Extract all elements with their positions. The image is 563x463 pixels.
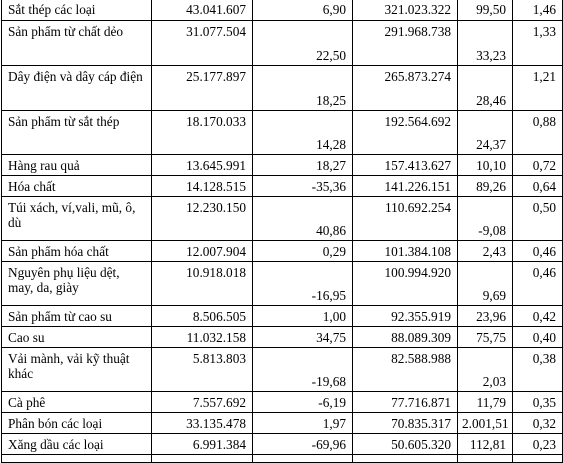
- share-percent-cell: [513, 66, 563, 111]
- product-name-cell: Sản phẩm từ sắt thép: [2, 111, 152, 155]
- month-change-cell: [253, 21, 353, 66]
- share-percent-cell: [513, 241, 563, 262]
- cumulative-change-cell: [458, 327, 513, 348]
- cumulative-value-cell: [353, 262, 458, 306]
- cumulative-change-text: 11,79: [476, 395, 506, 410]
- month-change-text: 1,00: [322, 309, 346, 324]
- month-change-cell: [253, 306, 353, 327]
- share-percent-text: 0,32: [532, 416, 556, 431]
- share-percent-cell: [513, 348, 563, 392]
- cumulative-value-text: 110.692.254: [385, 200, 451, 215]
- month-change-cell: [253, 66, 353, 111]
- cumulative-change-cell: [458, 0, 513, 21]
- clipped-cell: [152, 455, 253, 463]
- month-value-text: 12.007.904: [186, 244, 246, 259]
- cumulative-change-text: 33,23: [476, 48, 506, 63]
- cumulative-value-text: 77.716.871: [391, 395, 451, 410]
- cumulative-value-cell: [353, 197, 458, 241]
- share-percent-text: 0,23: [532, 437, 556, 452]
- month-value-text: 25.177.897: [186, 69, 246, 84]
- cumulative-change-cell: [458, 392, 513, 413]
- product-name-cell: Cà phê: [2, 392, 152, 413]
- share-percent-text: 0,72: [532, 158, 556, 173]
- share-percent-cell: [513, 262, 563, 306]
- product-name-cell: Dây điện và dây cáp điện: [2, 66, 152, 111]
- month-change-cell: [253, 155, 353, 176]
- cumulative-change-text: -9,08: [478, 223, 506, 238]
- month-value-cell: [152, 0, 253, 21]
- cumulative-value-text: 321.023.322: [384, 2, 451, 17]
- table-row: [2, 262, 563, 306]
- cumulative-value-cell: [353, 155, 458, 176]
- clipped-table-row: [2, 455, 563, 463]
- month-change-cell: [253, 413, 353, 434]
- product-name-cell: Nguyên phụ liệu dệt, may, da, giày: [2, 262, 152, 306]
- month-change-text: 40,86: [316, 223, 346, 238]
- cumulative-change-text: 89,26: [476, 179, 506, 194]
- product-name-cell: Sản phẩm từ chất dẻo: [2, 21, 152, 66]
- share-percent-cell: [513, 21, 563, 66]
- month-value-cell: [152, 111, 253, 155]
- share-percent-cell: [513, 176, 563, 197]
- cumulative-value-cell: [353, 241, 458, 262]
- cumulative-value-text: 70.835.317: [391, 416, 451, 431]
- cumulative-value-cell: [353, 306, 458, 327]
- product-name-cell: Phân bón các loại: [2, 413, 152, 434]
- month-value-text: 18.170.033: [186, 114, 246, 129]
- cumulative-change-cell: [458, 306, 513, 327]
- cumulative-change-cell: [458, 66, 513, 111]
- month-value-text: 43.041.607: [186, 2, 246, 17]
- share-percent-cell: [513, 155, 563, 176]
- share-percent-text: 0,88: [532, 114, 556, 129]
- share-percent-text: 0,46: [532, 265, 556, 280]
- table-row: [2, 155, 563, 176]
- cumulative-change-cell: [458, 241, 513, 262]
- cumulative-value-text: 50.605.320: [391, 437, 451, 452]
- import-data-table: [1, 0, 563, 463]
- cumulative-value-cell: [353, 66, 458, 111]
- month-value-text: 31.077.504: [186, 24, 246, 39]
- month-value-text: 13.645.991: [186, 158, 246, 173]
- cumulative-value-cell: [353, 111, 458, 155]
- cumulative-value-cell: [353, 176, 458, 197]
- month-change-text: 1,97: [322, 416, 346, 431]
- month-value-cell: [152, 155, 253, 176]
- table-body: [2, 0, 563, 463]
- product-name-cell: Túi xách, ví,vali, mũ, ô, dù: [2, 197, 152, 241]
- share-percent-text: 0,35: [532, 395, 556, 410]
- cumulative-change-cell: [458, 348, 513, 392]
- month-change-text: 6,90: [322, 2, 346, 17]
- month-value-cell: [152, 434, 253, 455]
- product-name-cell: Xăng dầu các loại: [2, 434, 152, 455]
- cumulative-value-text: 100.994.920: [384, 265, 451, 280]
- share-percent-text: 0,40: [532, 330, 556, 345]
- table-row: [2, 241, 563, 262]
- clipped-cell: [353, 455, 458, 463]
- clipped-cell: [253, 455, 353, 463]
- product-name-cell: Sản phẩm từ cao su: [2, 306, 152, 327]
- month-value-cell: [152, 21, 253, 66]
- month-value-cell: [152, 262, 253, 306]
- share-percent-text: 0,46: [532, 244, 556, 259]
- table-row: [2, 21, 563, 66]
- cumulative-change-text: 10,10: [476, 158, 506, 173]
- month-value-cell: [152, 348, 253, 392]
- cumulative-value-text: 192.564.692: [384, 114, 451, 129]
- month-value-text: 8.506.505: [192, 309, 246, 324]
- share-percent-text: 0,42: [532, 309, 556, 324]
- month-value-cell: [152, 241, 253, 262]
- month-change-cell: [253, 176, 353, 197]
- cumulative-value-cell: [353, 434, 458, 455]
- cumulative-change-cell: [458, 21, 513, 66]
- month-value-cell: [152, 176, 253, 197]
- cumulative-change-text: 75,75: [476, 330, 506, 345]
- share-percent-text: 1,33: [532, 24, 556, 39]
- cumulative-value-text: 141.226.151: [384, 179, 451, 194]
- month-change-cell: [253, 111, 353, 155]
- share-percent-cell: [513, 197, 563, 241]
- cumulative-value-text: 92.355.919: [391, 309, 451, 324]
- cumulative-change-text: 2,43: [482, 244, 506, 259]
- month-change-cell: [253, 197, 353, 241]
- table-row: [2, 176, 563, 197]
- month-change-cell: [253, 0, 353, 21]
- cumulative-change-cell: [458, 111, 513, 155]
- share-percent-text: 0,38: [532, 351, 556, 366]
- cumulative-value-text: 82.588.988: [391, 351, 451, 366]
- cumulative-change-text: 28,46: [476, 93, 506, 108]
- table-row: [2, 348, 563, 392]
- month-value-text: 6.991.384: [192, 437, 246, 452]
- share-percent-text: 0,64: [532, 179, 556, 194]
- cumulative-change-text: 99,50: [476, 2, 506, 17]
- share-percent-text: 1,21: [532, 69, 556, 84]
- month-change-text: 0,29: [322, 244, 346, 259]
- month-value-text: 33.135.478: [186, 416, 246, 431]
- share-percent-cell: [513, 413, 563, 434]
- cumulative-value-text: 265.873.274: [384, 69, 451, 84]
- table-row: [2, 66, 563, 111]
- share-percent-cell: [513, 327, 563, 348]
- cumulative-change-cell: [458, 262, 513, 306]
- cumulative-change-text: 23,96: [476, 309, 506, 324]
- month-change-cell: [253, 392, 353, 413]
- month-change-cell: [253, 434, 353, 455]
- cumulative-change-cell: [458, 197, 513, 241]
- cumulative-value-cell: [353, 392, 458, 413]
- month-change-text: 18,27: [316, 158, 346, 173]
- share-percent-cell: [513, 306, 563, 327]
- cumulative-change-text: 2,03: [482, 374, 506, 389]
- product-name-cell: Hóa chất: [2, 176, 152, 197]
- table-row: [2, 434, 563, 455]
- month-value-text: 7.557.692: [192, 395, 246, 410]
- product-name-cell: Sản phẩm hóa chất: [2, 241, 152, 262]
- month-change-cell: [253, 348, 353, 392]
- share-percent-cell: [513, 392, 563, 413]
- month-change-text: 34,75: [316, 330, 346, 345]
- table-row: [2, 327, 563, 348]
- cumulative-value-cell: [353, 348, 458, 392]
- cumulative-change-text: 9,69: [482, 288, 506, 303]
- month-value-cell: [152, 66, 253, 111]
- clipped-cell: [458, 455, 513, 463]
- cumulative-value-text: 88.089.309: [391, 330, 451, 345]
- cumulative-change-text: 112,81: [469, 437, 506, 452]
- month-value-cell: [152, 197, 253, 241]
- month-change-text: 14,28: [316, 137, 346, 152]
- cumulative-value-text: 101.384.108: [384, 244, 451, 259]
- product-name-cell: Cao su: [2, 327, 152, 348]
- month-value-text: 11.032.158: [186, 330, 246, 345]
- month-change-cell: [253, 241, 353, 262]
- table-row: [2, 0, 563, 21]
- clipped-cell: [513, 455, 563, 463]
- month-value-cell: [152, 327, 253, 348]
- month-change-text: -69,96: [311, 437, 346, 452]
- month-value-cell: [152, 392, 253, 413]
- product-name-cell: Sắt thép các loại: [2, 0, 152, 21]
- product-name-cell: Vải mành, vải kỹ thuật khác: [2, 348, 152, 392]
- cumulative-value-cell: [353, 0, 458, 21]
- cumulative-value-cell: [353, 327, 458, 348]
- share-percent-cell: [513, 434, 563, 455]
- table-row: [2, 392, 563, 413]
- cumulative-value-text: 157.413.627: [384, 158, 451, 173]
- table-row: [2, 306, 563, 327]
- month-change-text: -6,19: [318, 395, 346, 410]
- share-percent-cell: [513, 111, 563, 155]
- cumulative-value-cell: [353, 413, 458, 434]
- month-change-cell: [253, 262, 353, 306]
- cumulative-change-cell: [458, 176, 513, 197]
- product-name-cell: Hàng rau quả: [2, 155, 152, 176]
- share-percent-text: 1,46: [532, 2, 556, 17]
- share-percent-cell: [513, 0, 563, 21]
- month-change-text: -16,95: [311, 288, 346, 303]
- month-value-text: 14.128.515: [186, 179, 246, 194]
- month-value-text: 12.230.150: [186, 200, 246, 215]
- cumulative-change-text: 2.001,51: [462, 416, 509, 431]
- month-change-text: -19,68: [311, 374, 346, 389]
- month-change-text: -35,36: [311, 179, 346, 194]
- month-value-cell: [152, 413, 253, 434]
- cumulative-change-cell: [458, 155, 513, 176]
- cumulative-change-cell: [458, 413, 513, 434]
- month-value-text: 10.918.018: [186, 265, 246, 280]
- cumulative-change-cell: [458, 434, 513, 455]
- month-value-text: 5.813.803: [192, 351, 246, 366]
- month-change-cell: [253, 327, 353, 348]
- month-change-text: 22,50: [316, 48, 346, 63]
- share-percent-text: 0,50: [532, 200, 556, 215]
- cumulative-value-cell: [353, 21, 458, 66]
- cumulative-change-text: 24,37: [476, 137, 506, 152]
- month-change-text: 18,25: [316, 93, 346, 108]
- month-value-cell: [152, 306, 253, 327]
- cumulative-value-text: 291.968.738: [384, 24, 451, 39]
- clipped-cell: [2, 455, 152, 463]
- table-row: [2, 413, 563, 434]
- table-row: [2, 111, 563, 155]
- table-row: [2, 197, 563, 241]
